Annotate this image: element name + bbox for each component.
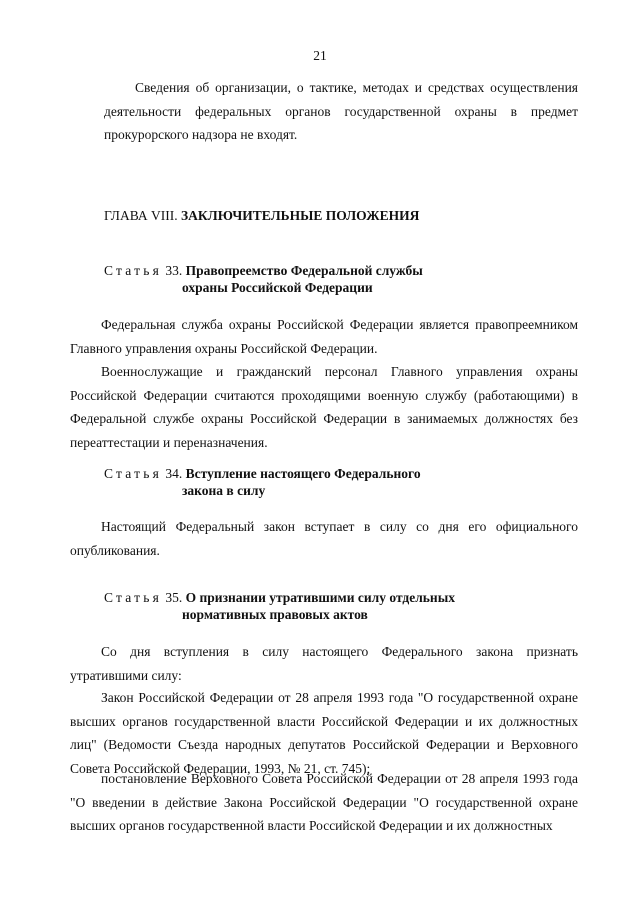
article-35-paragraph-3: постановление Верховного Совета Российской Федерации от 28 апреля 1993 года "О введении в действие Закона Российской Федерации "О государственной охране высших органов государственной власти Российской Федерации и их должностных <box>70 771 578 834</box>
chapter-heading <box>104 208 419 224</box>
article-35-paragraph-1: Со дня вступления в силу настоящего Федерального закона признать утратившими силу: <box>70 644 578 683</box>
article-title-line1: Вступление настоящего Федерального <box>185 466 421 481</box>
article-number: 34. <box>165 466 183 481</box>
article-33-paragraph-2: Военнослужащие и гражданский персонал Главного управления охраны Российской Федерации считаются проходящими военную службу (работающими) в Федеральной службе охраны Российской Федерации в занимаемых должностях без переаттестации и переназначения. <box>70 364 578 450</box>
page-number: 21 <box>313 48 327 63</box>
article-title-line2: нормативных правовых актов <box>182 607 368 622</box>
article-title-line2: закона в силу <box>182 483 266 498</box>
article-title-line1: Правопреемство Федеральной службы <box>185 263 423 278</box>
article-label: Статья <box>104 263 162 278</box>
article-label: Статья <box>104 466 162 481</box>
article-33-heading <box>104 262 423 296</box>
chapter-label: ГЛАВА VIII. <box>104 208 178 223</box>
article-title-line1: О признании утратившими силу отдельных <box>185 590 456 605</box>
intro-paragraph: Сведения об организации, о тактике, методах и средствах осуществления деятельности федеральных органов государственной охраны в предмет прокурорского надзора не входят. <box>104 80 578 143</box>
article-34-heading <box>104 465 421 499</box>
article-35-heading <box>104 589 455 623</box>
chapter-title: ЗАКЛЮЧИТЕЛЬНЫЕ ПОЛОЖЕНИЯ <box>180 208 420 223</box>
article-35-paragraph-2: Закон Российской Федерации от 28 апреля 1993 года "О государственной охране высших органов государственной власти Российской Федерации и их должностных лиц" (Ведомости Съезда народных депутатов Российской Федерации и Верховного Совета Российской Федерации, 1993, № 21, ст. 745); <box>70 690 578 776</box>
article-title-line2: охраны Российской Федерации <box>182 280 373 295</box>
article-number: 35. <box>165 590 183 605</box>
article-number: 33. <box>165 263 183 278</box>
article-33-paragraph-1: Федеральная служба охраны Российской Федерации является правопреемником Главного управления охраны Российской Федерации. <box>70 317 578 356</box>
article-label: Статья <box>104 590 162 605</box>
article-34-paragraph-1: Настоящий Федеральный закон вступает в силу со дня его официального опубликования. <box>70 519 578 558</box>
